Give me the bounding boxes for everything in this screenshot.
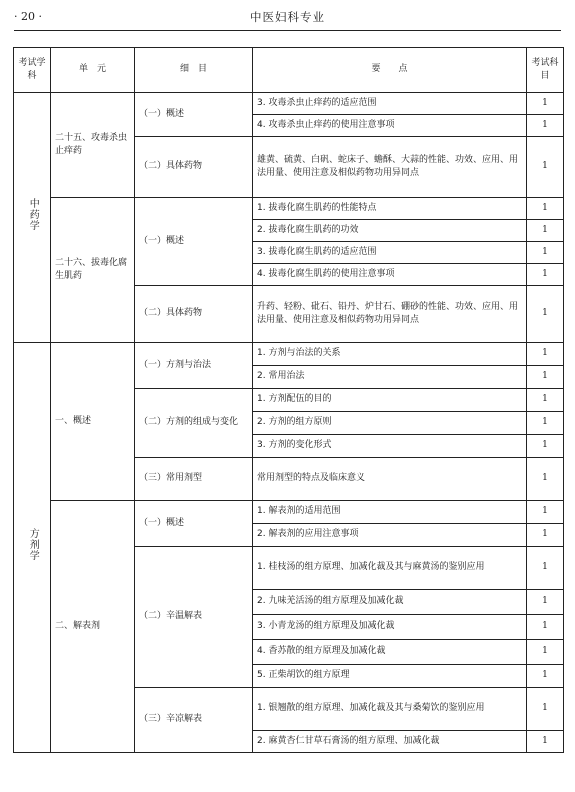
point-cell: 4. 拔毒化腐生肌药的使用注意事项 bbox=[253, 264, 527, 286]
page-header bbox=[14, 8, 561, 31]
credit-cell: 1 bbox=[527, 590, 564, 615]
credit-cell: 1 bbox=[527, 501, 564, 524]
table-row bbox=[14, 198, 564, 220]
point-cell: 2. 九味羌活汤的组方原理及加减化裁 bbox=[253, 590, 527, 615]
subitem-cell: （二）方剂的组成与变化 bbox=[135, 389, 253, 458]
point-cell: 升药、轻粉、砒石、铅丹、炉甘石、硼砂的性能、功效、应用、用法用量、使用注意及相似药物功用异同点 bbox=[253, 286, 527, 343]
subitem-cell: （一）概述 bbox=[135, 501, 253, 547]
subject-cell bbox=[14, 93, 51, 343]
subject-label: 方剂学 bbox=[27, 528, 39, 562]
point-cell: 2. 常用治法 bbox=[253, 366, 527, 389]
credit-cell: 1 bbox=[527, 731, 564, 753]
table-row bbox=[14, 93, 564, 115]
credit-cell: 1 bbox=[527, 435, 564, 458]
credit-cell: 1 bbox=[527, 640, 564, 665]
point-cell: 5. 正柴胡饮的组方原理 bbox=[253, 665, 527, 688]
credit-cell: 1 bbox=[527, 688, 564, 731]
header-credit: 考试科目 bbox=[527, 48, 564, 93]
subject-label: 中药学 bbox=[27, 198, 39, 232]
point-cell: 3. 小青龙汤的组方原理及加减化裁 bbox=[253, 615, 527, 640]
point-cell: 2. 拔毒化腐生肌药的功效 bbox=[253, 220, 527, 242]
table-header-row bbox=[14, 48, 564, 93]
point-cell: 2. 麻黄杏仁甘草石膏汤的组方原理、加减化裁 bbox=[253, 731, 527, 753]
credit-cell: 1 bbox=[527, 137, 564, 198]
subitem-cell: （二）具体药物 bbox=[135, 286, 253, 343]
unit-cell: 二十五、攻毒杀虫止痒药 bbox=[51, 93, 135, 198]
point-cell: 3. 攻毒杀虫止痒药的适应范围 bbox=[253, 93, 527, 115]
credit-cell: 1 bbox=[527, 458, 564, 501]
point-cell: 2. 解表剂的应用注意事项 bbox=[253, 524, 527, 547]
subitem-cell: （一）概述 bbox=[135, 198, 253, 286]
unit-cell: 二、解表剂 bbox=[51, 501, 135, 753]
syllabus-table bbox=[13, 47, 564, 753]
credit-cell: 1 bbox=[527, 198, 564, 220]
unit-cell: 一、概述 bbox=[51, 343, 135, 501]
subitem-cell: （三）常用剂型 bbox=[135, 458, 253, 501]
point-cell: 雄黄、硫黄、白矾、蛇床子、蟾酥、大蒜的性能、功效、应用、用法用量、使用注意及相似药物功用异同点 bbox=[253, 137, 527, 198]
header-subitem: 细 目 bbox=[135, 48, 253, 93]
table-row bbox=[14, 343, 564, 366]
point-cell: 1. 解表剂的适用范围 bbox=[253, 501, 527, 524]
credit-cell: 1 bbox=[527, 366, 564, 389]
credit-cell: 1 bbox=[527, 524, 564, 547]
credit-cell: 1 bbox=[527, 389, 564, 412]
subitem-cell: （二）具体药物 bbox=[135, 137, 253, 198]
credit-cell: 1 bbox=[527, 242, 564, 264]
credit-cell: 1 bbox=[527, 264, 564, 286]
page-number: · 20 · bbox=[14, 10, 42, 23]
header-subject: 考试学科 bbox=[14, 48, 51, 93]
subitem-cell: （三）辛凉解表 bbox=[135, 688, 253, 753]
credit-cell: 1 bbox=[527, 547, 564, 590]
subitem-cell: （一）概述 bbox=[135, 93, 253, 137]
credit-cell: 1 bbox=[527, 286, 564, 343]
point-cell: 4. 香苏散的组方原理及加减化裁 bbox=[253, 640, 527, 665]
credit-cell: 1 bbox=[527, 93, 564, 115]
header-unit: 单 元 bbox=[51, 48, 135, 93]
point-cell: 1. 拔毒化腐生肌药的性能特点 bbox=[253, 198, 527, 220]
credit-cell: 1 bbox=[527, 115, 564, 137]
point-cell: 1. 银翘散的组方原理、加减化裁及其与桑菊饮的鉴别应用 bbox=[253, 688, 527, 731]
credit-cell: 1 bbox=[527, 615, 564, 640]
unit-cell: 二十六、拔毒化腐生肌药 bbox=[51, 198, 135, 343]
subitem-cell: （一）方剂与治法 bbox=[135, 343, 253, 389]
running-title: 中医妇科专业 bbox=[250, 10, 325, 24]
credit-cell: 1 bbox=[527, 220, 564, 242]
point-cell: 4. 攻毒杀虫止痒药的使用注意事项 bbox=[253, 115, 527, 137]
point-cell: 3. 拔毒化腐生肌药的适应范围 bbox=[253, 242, 527, 264]
point-cell: 3. 方剂的变化形式 bbox=[253, 435, 527, 458]
point-cell: 2. 方剂的组方原则 bbox=[253, 412, 527, 435]
point-cell: 常用剂型的特点及临床意义 bbox=[253, 458, 527, 501]
subitem-cell: （二）辛温解表 bbox=[135, 547, 253, 688]
table-row bbox=[14, 501, 564, 524]
credit-cell: 1 bbox=[527, 412, 564, 435]
subject-cell bbox=[14, 343, 51, 753]
credit-cell: 1 bbox=[527, 665, 564, 688]
credit-cell: 1 bbox=[527, 343, 564, 366]
point-cell: 1. 桂枝汤的组方原理、加减化裁及其与麻黄汤的鉴别应用 bbox=[253, 547, 527, 590]
point-cell: 1. 方剂与治法的关系 bbox=[253, 343, 527, 366]
header-point: 要 点 bbox=[253, 48, 527, 93]
point-cell: 1. 方剂配伍的目的 bbox=[253, 389, 527, 412]
